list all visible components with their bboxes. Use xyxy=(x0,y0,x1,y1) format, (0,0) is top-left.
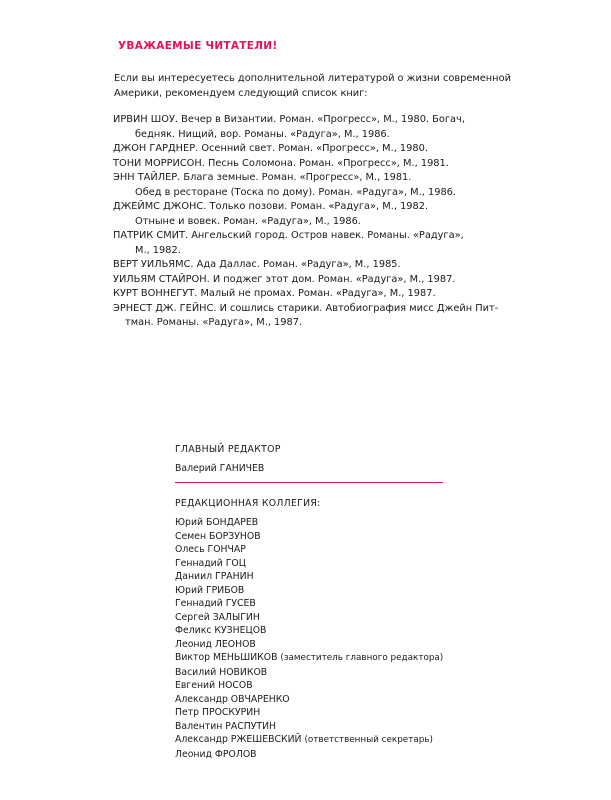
board-member: Геннадий ГУСЕВ xyxy=(175,598,256,609)
book-entry-tyler-cont: Обед в ресторане (Тоска по дому). Роман. «Радуга», М., 1986. xyxy=(135,186,457,198)
book-list xyxy=(113,113,523,331)
board-member: Юрий БОНДАРЕВ xyxy=(175,517,259,528)
intro-paragraph: Если вы интересуетесь дополнительной литературой о жизни современной Америки, рекомендуем следующий список книг: xyxy=(114,73,511,99)
board-member-role: (ответственный секретарь) xyxy=(304,735,433,745)
board-member-name: Виктор МЕНЬШИКОВ xyxy=(175,652,278,663)
board-member: Александр ОВЧАРЕНКО xyxy=(175,693,290,705)
board-member: Даниил ГРАНИН xyxy=(175,571,254,582)
chief-editor-label: ГЛАВНЫЙ РЕДАКТОР xyxy=(175,444,281,455)
book-entry-vonnegut: КУРТ ВОННЕГУТ. Малый не промах. Роман. «Радуга», М., 1987. xyxy=(113,288,436,299)
board-member-with-role xyxy=(175,651,443,666)
board-member: Василий НОВИКОВ xyxy=(175,666,268,678)
board-member: Евгений НОСОВ xyxy=(175,680,253,691)
board-member: Семен БОРЗУНОВ xyxy=(175,530,261,542)
board-member: Петр ПРОСКУРИН xyxy=(175,707,261,718)
book-entry-shaw: ИРВИН ШОУ. Вечер в Византии. Роман. «Прогресс», М., 1980. Богач, xyxy=(113,114,465,125)
divider-line xyxy=(175,482,443,483)
board-member: Феликс КУЗНЕЦОВ xyxy=(175,625,267,636)
editorial-board-list xyxy=(175,516,443,761)
book-entry-shaw-cont: бедняк. Нищий, вор. Романы. «Радуга», М., 1986. xyxy=(135,128,390,140)
board-member: Геннадий ГОЦ xyxy=(175,557,246,569)
book-entry-smith-cont: М., 1982. xyxy=(135,244,181,256)
board-member: Леонид ЛЕОНОВ xyxy=(175,638,256,650)
book-entry-jones-cont: Отныне и вовек. Роман. «Радуга», М., 1986. xyxy=(135,215,361,227)
book-entry-gaines: ЭРНЕСТ ДЖ. ГЕЙНС. И сошлись старики. Автобиография мисс Джейн Пит- xyxy=(113,302,499,314)
board-member: Валентин РАСПУТИН xyxy=(175,720,277,732)
book-entry-jones: ДЖЕЙМС ДЖОНС. Только позови. Роман. «Радуга», М., 1982. xyxy=(113,201,429,212)
chief-editor-name: Валерий ГАНИЧЕВ xyxy=(175,463,265,474)
board-member: Юрий ГРИБОВ xyxy=(175,584,245,596)
board-member-role: (заместитель главного редактора) xyxy=(280,653,444,663)
book-entry-morrison: ТОНИ МОРРИСОН. Песнь Соломона. Роман. «Прогресс», М., 1981. xyxy=(113,157,449,169)
book-entry-gardner: ДЖОН ГАРДНЕР. Осенний свет. Роман. «Прогресс», М., 1980. xyxy=(113,143,428,154)
board-member: Леонид ФРОЛОВ xyxy=(175,748,257,760)
board-member-with-role xyxy=(175,733,443,748)
board-member: Сергей ЗАЛЫГИН xyxy=(175,611,260,623)
board-member: Олесь ГОНЧАР xyxy=(175,544,246,555)
book-entry-tyler: ЭНН ТАЙЛЕР. Блага земные. Роман. «Прогресс», М., 1981. xyxy=(113,172,412,183)
book-entry-styron: УИЛЬЯМ СТАЙРОН. И поджег этот дом. Роман. «Радуга», М., 1987. xyxy=(113,273,456,285)
book-entry-gaines-cont: тман. Романы. «Радуга», М., 1987. xyxy=(125,317,303,328)
board-member-name: Александр РЖЕШЕВСКИЙ xyxy=(175,734,302,745)
page-heading: УВАЖАЕМЫЕ ЧИТАТЕЛИ! xyxy=(118,40,278,52)
book-entry-smith: ПАТРИК СМИТ. Ангельский город. Остров навек. Романы. «Радуга», xyxy=(113,230,464,241)
book-entry-williams: ВЕРТ УИЛЬЯМС. Ада Даллас. Роман. «Радуга», М., 1985. xyxy=(113,259,401,270)
editorial-board-label: РЕДАКЦИОННАЯ КОЛЛЕГИЯ: xyxy=(175,498,321,509)
